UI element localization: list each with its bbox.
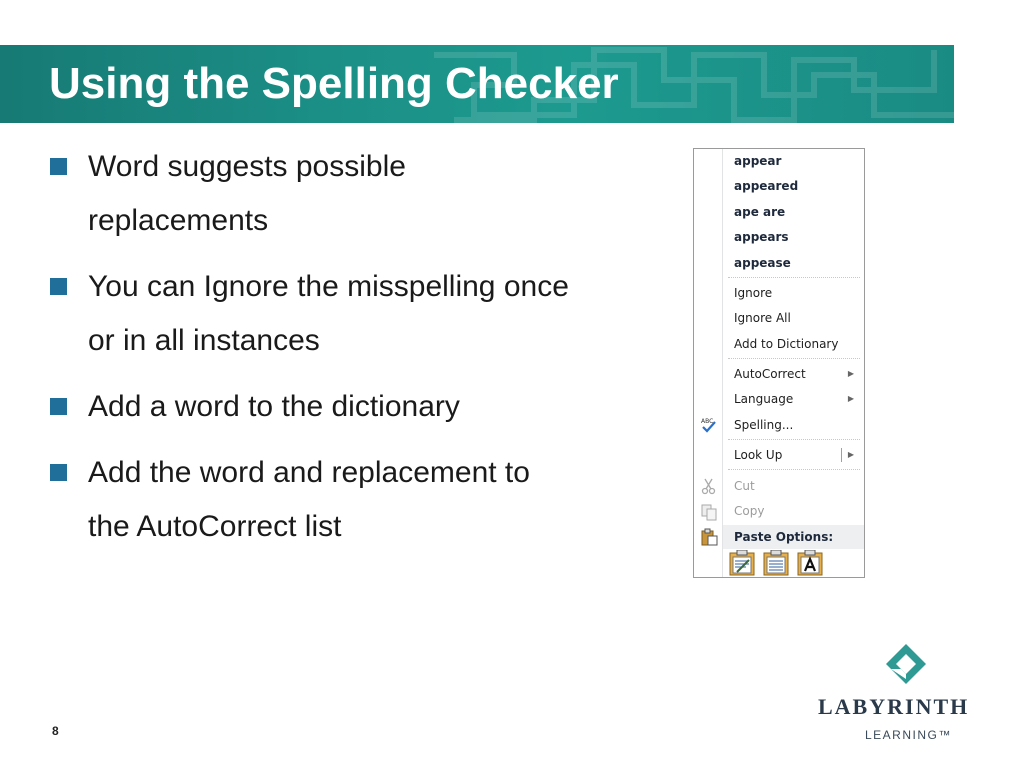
- logo-subtitle: LEARNING™: [865, 728, 952, 742]
- menu-separator: [728, 277, 860, 278]
- bullet-item: [50, 446, 680, 554]
- bullet-text: Add the word and replacement to: [88, 456, 530, 489]
- bullet-square-icon: [50, 464, 67, 481]
- bullet-list: [50, 140, 680, 566]
- submenu-arrow-icon: ▶: [847, 450, 854, 459]
- paste-merge-formatting-icon[interactable]: [763, 550, 789, 576]
- copy-icon: [700, 503, 718, 521]
- add-to-dictionary-item[interactable]: Add to Dictionary: [734, 337, 839, 351]
- bullet-item: [50, 140, 680, 248]
- logo-wordmark: LABYRINTH: [818, 694, 970, 719]
- scissors-icon: [700, 477, 718, 495]
- bullet-text: Add a word to the dictionary: [88, 390, 460, 423]
- bullet-text: the AutoCorrect list: [88, 510, 342, 543]
- suggestion-item[interactable]: appeared: [734, 179, 799, 193]
- page-number: 8: [52, 724, 59, 738]
- labyrinth-logo-icon: [884, 642, 928, 686]
- clipboard-icon: [700, 528, 718, 546]
- paste-options-header: Paste Options:: [723, 525, 864, 549]
- split-divider: [841, 448, 842, 462]
- paste-text-only-icon[interactable]: [797, 550, 823, 576]
- suggestion-item[interactable]: appears: [734, 230, 789, 244]
- spelling-abc-icon: [700, 416, 718, 434]
- bullet-text: Word suggests possible: [88, 150, 406, 183]
- svg-text:ABC: ABC: [701, 418, 714, 425]
- look-up-item[interactable]: [723, 443, 864, 467]
- suggestion-item[interactable]: appear: [734, 154, 782, 168]
- bullet-text: You can Ignore the misspelling once: [88, 270, 569, 303]
- language-label: Language: [734, 392, 794, 406]
- slide-title: Using the Spelling Checker: [49, 59, 619, 108]
- submenu-arrow-icon: ▶: [847, 394, 854, 403]
- spelling-item[interactable]: Spelling...: [734, 418, 794, 432]
- bullet-square-icon: [50, 158, 67, 175]
- bullet-square-icon: [50, 278, 67, 295]
- submenu-arrow-icon: ▶: [847, 369, 854, 378]
- bullet-text: replacements: [88, 204, 269, 237]
- suggestion-item[interactable]: ape are: [734, 205, 786, 219]
- ignore-all-item[interactable]: Ignore All: [734, 311, 791, 325]
- autocorrect-label: AutoCorrect: [734, 367, 806, 381]
- bullet-item: [50, 260, 680, 368]
- suggestion-item[interactable]: appease: [734, 256, 791, 270]
- language-item[interactable]: [723, 387, 864, 411]
- bullet-item: [50, 380, 680, 434]
- menu-separator: [728, 439, 860, 440]
- autocorrect-item[interactable]: [723, 362, 864, 386]
- menu-separator: [728, 469, 860, 470]
- bullet-square-icon: [50, 398, 67, 415]
- menu-separator: [728, 358, 860, 359]
- copy-item[interactable]: Copy: [734, 504, 765, 518]
- bullet-text: or in all instances: [88, 324, 320, 357]
- cut-item[interactable]: Cut: [734, 479, 755, 493]
- spelling-context-menu: [693, 148, 865, 578]
- ignore-item[interactable]: Ignore: [734, 286, 773, 300]
- paste-keep-formatting-icon[interactable]: [729, 550, 755, 576]
- look-up-label: Look Up: [734, 448, 783, 462]
